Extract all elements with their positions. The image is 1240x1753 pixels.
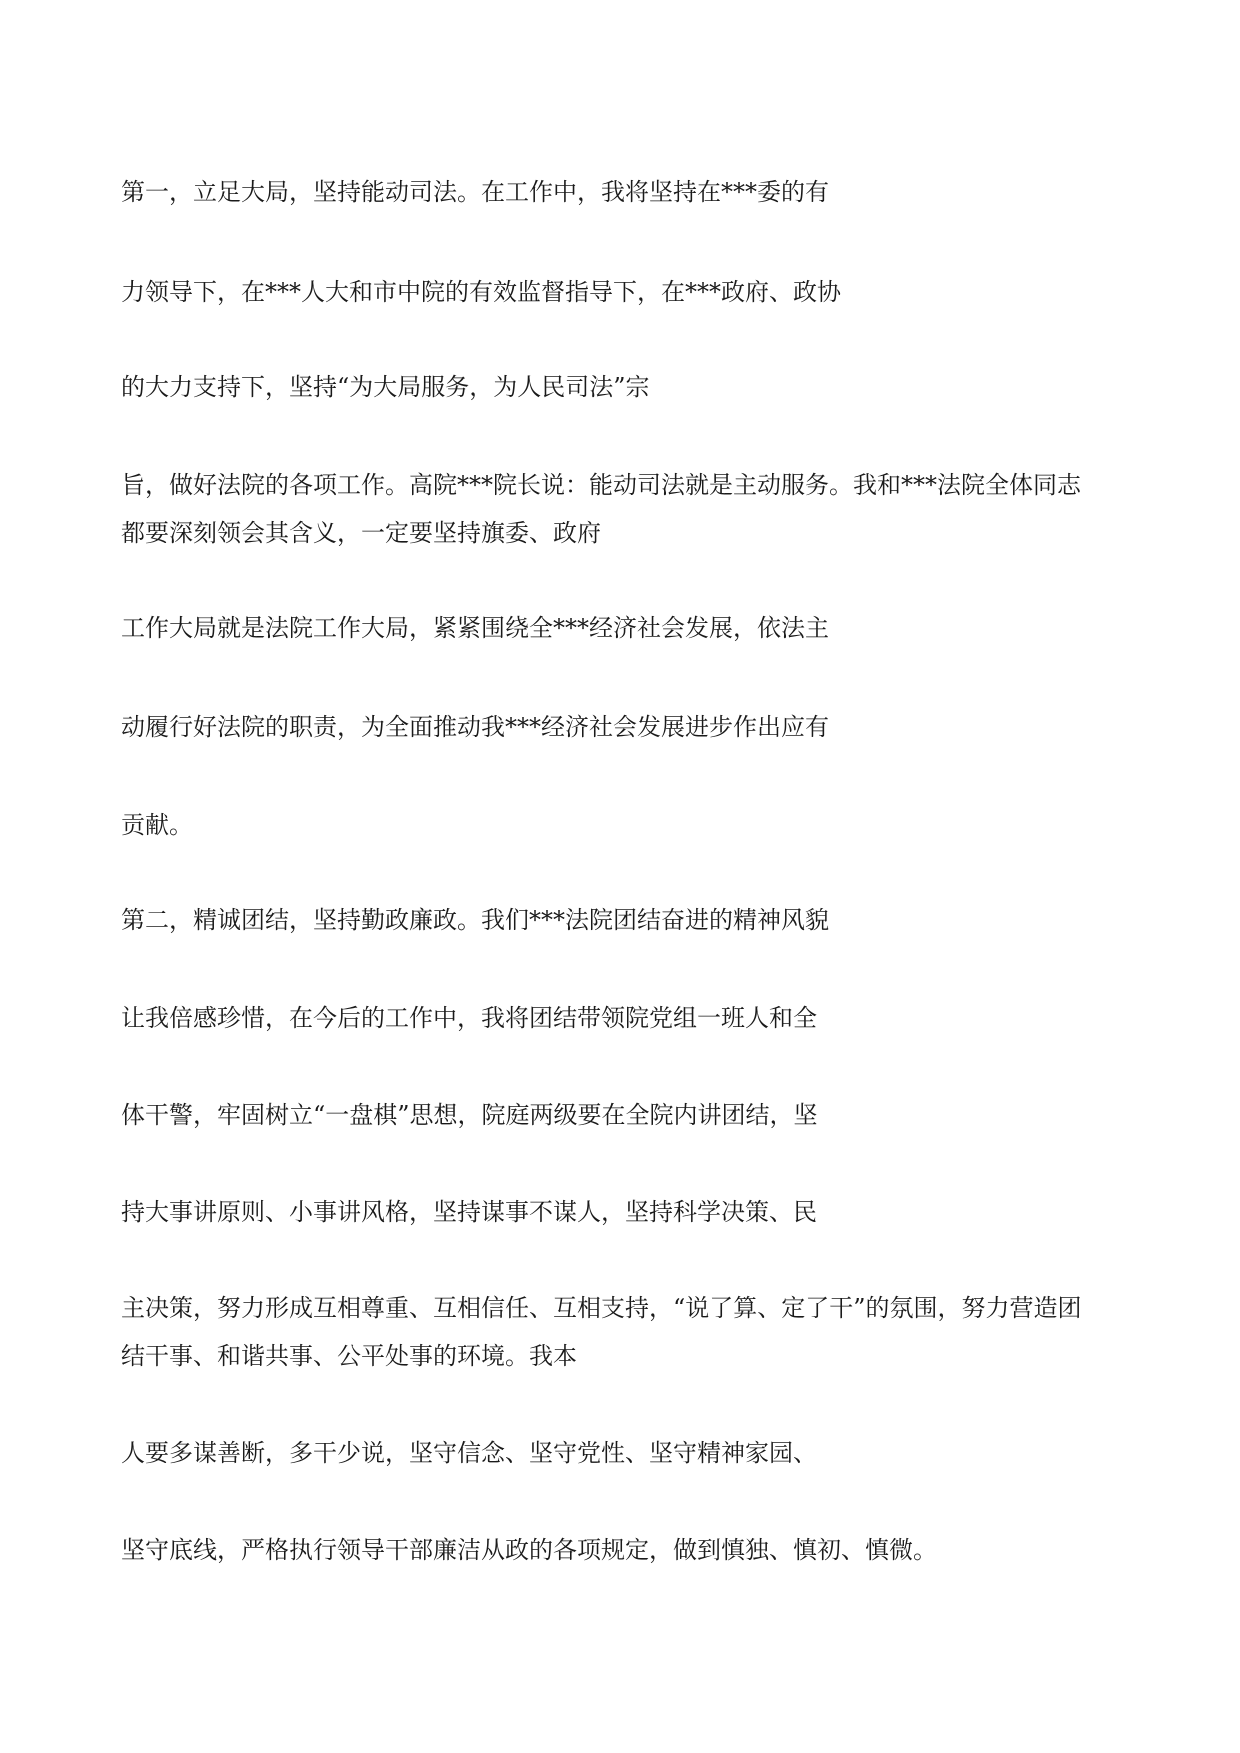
text-line: 第一，立足大局，坚持能动司法。在工作中，我将坚持在***委的有 (121, 178, 829, 206)
text-line: 持大事讲原则、小事讲风格，坚持谋事不谋人，坚持科学决策、民 (121, 1198, 817, 1226)
text-line: 工作大局就是法院工作大局，紧紧围绕全***经济社会发展，依法主 (121, 614, 829, 642)
text-line: 都要深刻领会其含义，一定要坚持旗委、政府 (121, 519, 601, 547)
text-line: 动履行好法院的职责，为全面推动我***经济社会发展进步作出应有 (121, 713, 829, 741)
text-line: 体干警，牢固树立“一盘棋”思想，院庭两级要在全院内讲团结，坚 (121, 1101, 818, 1129)
text-line: 坚守底线，严格执行领导干部廉洁从政的各项规定，做到慎独、慎初、慎微。 (121, 1536, 937, 1564)
text-line: 结干事、和谐共事、公平处事的环境。我本 (121, 1342, 577, 1370)
text-line: 第二，精诚团结，坚持勤政廉政。我们***法院团结奋进的精神风貌 (121, 906, 829, 934)
text-line: 人要多谋善断，多干少说，坚守信念、坚守党性、坚守精神家园、 (121, 1439, 817, 1467)
text-line: 旨，做好法院的各项工作。高院***院长说：能动司法就是主动服务。我和***法院全体同志 (121, 471, 1081, 499)
text-line: 的大力支持下，坚持“为大局服务，为人民司法”宗 (121, 373, 650, 401)
text-line: 贡献。 (121, 811, 193, 839)
text-line: 让我倍感珍惜，在今后的工作中，我将团结带领院党组一班人和全 (121, 1004, 817, 1032)
text-line: 力领导下，在***人大和市中院的有效监督指导下，在***政府、政协 (121, 278, 841, 306)
text-line: 主决策，努力形成互相尊重、互相信任、互相支持，“说了算、定了干”的氛围，努力营造团 (121, 1294, 1082, 1322)
